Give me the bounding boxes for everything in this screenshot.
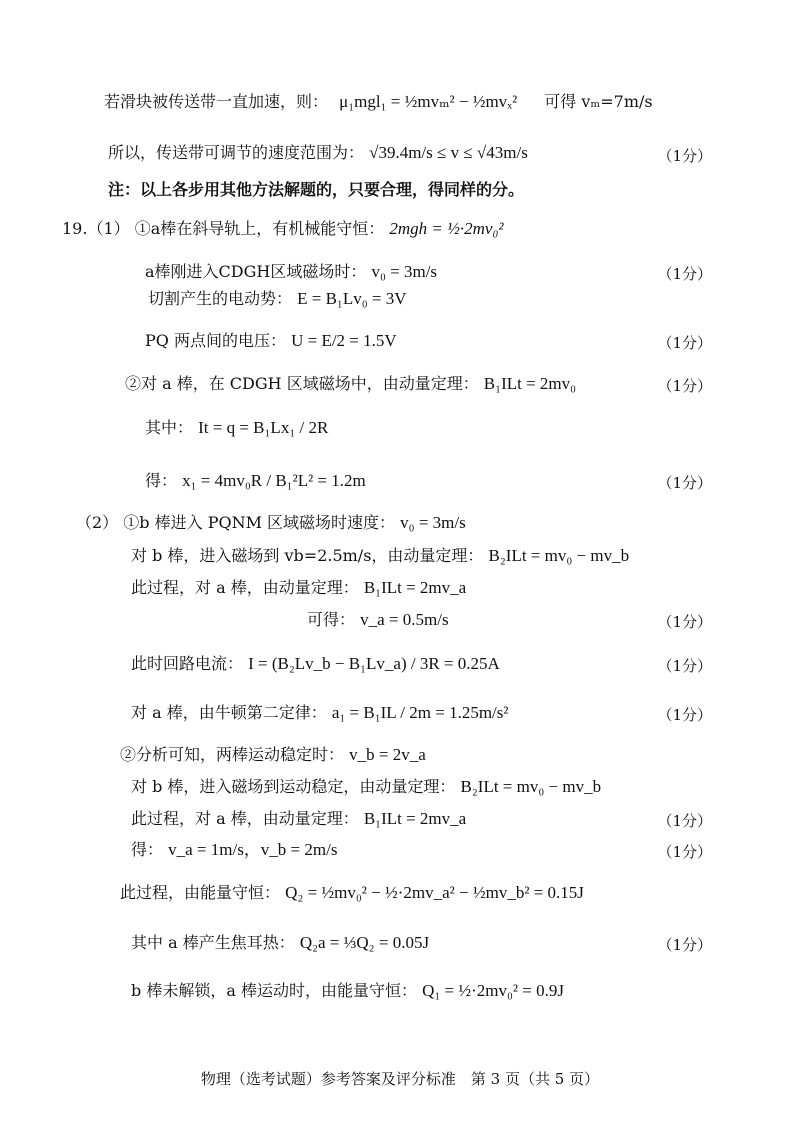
q19-a1-text: ①a棒在斜导轨上，有机械能守恒： [134,219,385,238]
score-q2-a5: （1分） [657,657,712,675]
q2-label: （2） [76,513,119,532]
q2-b1-formula: v_b = 2v_a [349,745,426,764]
q2-b6-text: 其中 a 棒产生焦耳热： [131,933,295,952]
q19-b1-formula: B₁ILt = 2mv₀ [483,374,577,393]
q19-label: 19.（1） [62,219,130,238]
score-q2-a6: （1分） [657,706,712,724]
q19-a4-text: PQ 两点间的电压： [145,331,286,350]
q19-a1-formula: 2mgh = ½·2mv₀² [389,219,504,238]
score-line-2: （1分） [657,147,712,165]
score-q19-a2: （1分） [657,265,712,283]
q2-a6 [131,703,509,723]
line-1-text: 若滑块被传送带一直加速，则： [104,92,329,111]
q2-a5-text: 此时回路电流： [131,654,244,673]
q2-a6-text: 对 a 棒，由牛顿第二定律： [131,703,327,722]
q2-b1 [120,745,426,765]
q2-b1-text: ②分析可知，两棒运动稳定时： [120,745,345,764]
q2-a6-formula: a₁ = B₁IL / 2m = 1.25m/s² [331,703,509,722]
q19-b2 [145,418,328,438]
q2-b4-text: 得： [131,840,164,859]
score-q19-b1: （1分） [657,377,712,395]
q2-a4-formula: v_a = 0.5m/s [360,610,449,629]
q2-b2-formula: B₂ILt = mv₀ − mv_b [460,777,602,796]
score-q2-b4: （1分） [657,843,712,861]
q2-a2-text: 对 b 棒，进入磁场到 vb=2.5m/s，由动量定理： [131,546,484,565]
line-2-text: 所以，传送带可调节的速度范围为： [108,143,365,162]
q19-b3-text: 得： [145,471,178,490]
line-1-result: 可得 vₘ=7m/s [544,92,653,111]
q2-b2-text: 对 b 棒，进入磁场到运动稳定，由动量定理： [131,777,456,796]
score-q19-a4: （1分） [657,334,712,352]
score-q19-b3: （1分） [657,474,712,492]
q2-b7-formula: Q₁ = ½·2mv₀² = 0.9J [422,981,564,1000]
q2-a5 [131,654,500,674]
q2-b4-formula: v_a = 1m/s，v_b = 2m/s [168,840,338,859]
q19-b2-formula: It = q = B₁Lx₁ / 2R [198,418,329,437]
q19-a3-text: 切割产生的电动势： [148,289,293,308]
q2-a1-text: ①b 棒进入 PQNM 区域磁场时速度： [123,513,396,532]
q19-a1 [62,219,503,239]
q2-a1-formula: v₀ = 3m/s [400,513,466,532]
q19-a3-formula: E = B₁Lv₀ = 3V [297,289,407,308]
q2-b6-formula: Q₂a = ⅓Q₂ = 0.05J [299,933,430,952]
q19-a3 [148,289,407,309]
q2-b7 [131,981,564,1001]
q2-b4 [131,840,337,860]
q2-a1 [76,513,466,533]
q2-b3 [131,809,466,829]
q2-b5 [120,883,584,903]
page-footer: 物理（选考试题）参考答案及评分标准 第 3 页（共 5 页） [200,1070,600,1088]
q19-a2-formula: v₀ = 3m/s [371,262,438,281]
q2-a5-formula: I = (B₂Lv_b − B₁Lv_a) / 3R = 0.25A [248,654,500,673]
q19-a2 [145,262,437,282]
q2-b6 [131,933,429,953]
note: 注：以上各步用其他方法解题的，只要合理，得同样的分。 [108,180,525,199]
q19-a4-formula: U = E/2 = 1.5V [291,331,397,350]
q2-a2 [131,546,629,566]
score-q2-b6: （1分） [657,936,712,954]
q2-b5-formula: Q₂ = ½mv₀² − ½·2mv_a² − ½mv_b² = 0.15J [285,883,584,902]
q19-b3 [145,471,366,491]
q2-b3-text: 此过程，对 a 棒，由动量定理： [131,809,359,828]
q2-a4-text: 可得： [307,610,356,629]
q19-a2-text: a棒刚进入CDGH区域磁场时： [145,262,367,281]
q2-a2-formula: B₂ILt = mv₀ − mv_b [488,546,630,565]
q2-a3-text: 此过程，对 a 棒，由动量定理： [131,578,359,597]
score-q2-b3: （1分） [657,812,712,830]
q19-b1-text: ②对 a 棒，在 CDGH 区域磁场中，由动量定理： [125,374,479,393]
line-1 [104,92,653,112]
line-2 [108,143,528,163]
q19-b3-formula: x₁ = 4mv₀R / B₁²L² = 1.2m [182,471,366,490]
q19-b1 [125,374,576,394]
q19-a4 [145,331,397,351]
line-1-formula: μ₁mgl₁ = ½mvₘ² − ½mvₓ² [339,92,518,111]
q19-b2-text: 其中： [145,418,194,437]
line-2-formula: √39.4m/s ≤ v ≤ √43m/s [369,143,528,162]
q2-b7-text: b 棒未解锁，a 棒运动时，由能量守恒： [131,981,417,1000]
q2-b3-formula: B₁ILt = 2mv_a [363,809,467,828]
q2-a3-formula: B₁ILt = 2mv_a [363,578,467,597]
q2-b5-text: 此过程，由能量守恒： [120,883,281,902]
q2-a4 [307,610,449,630]
q2-a3 [131,578,466,598]
q2-b2 [131,777,601,797]
score-q2-a4: （1分） [657,613,712,631]
